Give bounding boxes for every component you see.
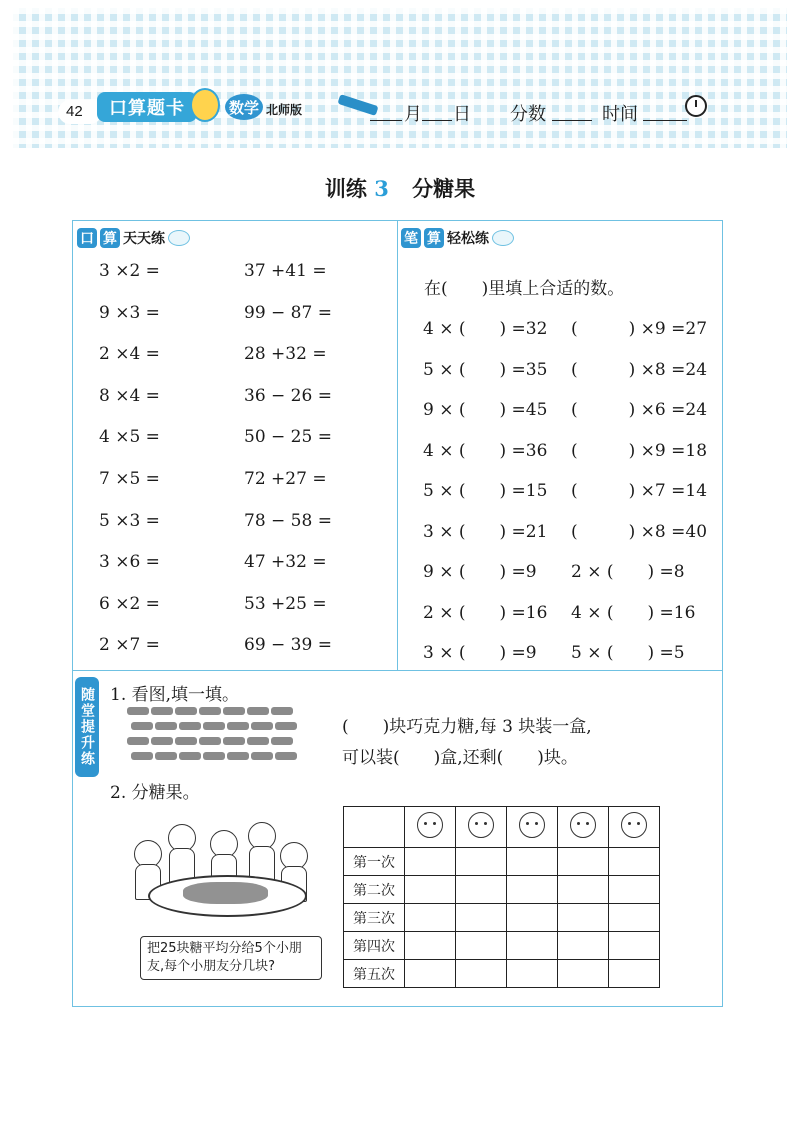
month-blank <box>370 120 402 121</box>
answer-cell[interactable] <box>456 848 507 876</box>
answer-cell[interactable] <box>507 960 558 988</box>
answer-cell[interactable] <box>405 876 456 904</box>
equation-row: 2 ×7 = <box>99 635 160 656</box>
candy-icon <box>151 737 173 745</box>
book-icon <box>492 230 514 246</box>
question-1-line-1: ( )块巧克力糖,每 3 块装一盒, <box>342 717 592 737</box>
book-logo: 口算题卡 <box>97 92 197 122</box>
candy-icon <box>155 722 177 730</box>
question-2-title: 2. 分糖果。 <box>110 783 200 803</box>
candy-icon <box>179 752 201 760</box>
title-prefix: 训练 <box>324 176 367 201</box>
candy-icon <box>251 722 273 730</box>
candy-icon <box>131 752 153 760</box>
written-calc-tag <box>401 227 514 249</box>
equation-row: 9 ×3 = <box>99 302 160 323</box>
header-band <box>13 8 787 148</box>
answer-cell[interactable] <box>456 904 507 932</box>
row-label: 第一次 <box>344 848 405 876</box>
equation-row: 2 ×4 = <box>99 344 160 365</box>
equation-row: 9 × ( ) =9 <box>423 562 537 582</box>
answer-cell[interactable] <box>507 848 558 876</box>
time-blank <box>643 120 687 121</box>
subject-badge: 数学 <box>225 94 263 120</box>
equation-row: 78 − 58 = <box>244 510 332 531</box>
answer-cell[interactable] <box>456 960 507 988</box>
candy-icon <box>127 707 149 715</box>
chocolate-candy-image <box>127 704 297 766</box>
equation-row: 6 ×2 = <box>99 593 160 614</box>
answer-cell[interactable] <box>558 848 609 876</box>
equation-row: 4 × ( ) =16 <box>571 602 696 623</box>
answer-cell[interactable] <box>609 876 660 904</box>
candy-icon <box>175 707 197 715</box>
candy-icon <box>247 737 269 745</box>
candy-icon <box>271 707 293 715</box>
equation-row: 69 − 39 = <box>244 635 332 656</box>
equation-row: 99 − 87 = <box>244 302 332 323</box>
equation-row: 5 ×3 = <box>99 510 160 531</box>
oral-calc-tag <box>77 227 190 249</box>
fill-instruction: 在( )里填上合适的数。 <box>424 279 625 299</box>
answer-cell[interactable] <box>507 876 558 904</box>
child-face-icon <box>621 812 647 838</box>
equation-row: 4 ×5 = <box>99 427 160 448</box>
equation-row: 72 +27 = <box>244 469 327 489</box>
equation-row: 37 +41 = <box>244 261 327 281</box>
mascot-icon <box>190 88 220 122</box>
child-face-icon <box>417 812 443 838</box>
equation-row: ( ) ×7 =14 <box>571 481 708 501</box>
candy-icon <box>155 752 177 760</box>
answer-cell[interactable] <box>405 932 456 960</box>
candy-icon <box>223 737 245 745</box>
equation-row: 4 × ( ) =36 <box>423 440 548 461</box>
child-face-cell <box>405 807 456 848</box>
candy-icon <box>275 722 297 730</box>
row-label: 第五次 <box>344 960 405 988</box>
equation-row: 4 × ( ) =32 <box>423 319 548 339</box>
panel-divider <box>397 220 398 671</box>
table-header-row <box>344 807 660 848</box>
equation-row: 5 × ( ) =35 <box>423 359 548 380</box>
answer-cell[interactable] <box>405 904 456 932</box>
equation-row: 50 − 25 = <box>244 427 332 448</box>
candy-icon <box>275 752 297 760</box>
child-face-cell <box>507 807 558 848</box>
equation-row: 36 − 26 = <box>244 385 332 406</box>
answer-cell[interactable] <box>558 876 609 904</box>
table-corner-cell <box>344 807 405 848</box>
day-label: 日 <box>453 104 471 125</box>
candy-icon <box>251 752 273 760</box>
equation-row: ( ) ×8 =40 <box>571 521 708 542</box>
row-label: 第四次 <box>344 932 405 960</box>
child-face-icon <box>468 812 494 838</box>
book-icon <box>168 230 190 246</box>
score-blank <box>552 120 592 121</box>
equation-row: ( ) ×9 =18 <box>571 440 708 461</box>
answer-cell[interactable] <box>507 932 558 960</box>
question-1-title: 1. 看图,填一填。 <box>110 685 240 705</box>
candy-icon <box>175 737 197 745</box>
candy-icon <box>247 707 269 715</box>
answer-cell[interactable] <box>558 904 609 932</box>
candy-icon <box>271 737 293 745</box>
equation-row: 5 × ( ) =15 <box>423 481 548 501</box>
candy-pile-shape <box>183 882 268 904</box>
month-label: 月 <box>404 104 422 125</box>
page-number: 42 <box>66 103 83 120</box>
equation-row: 3 ×2 = <box>99 261 160 281</box>
equation-row: 28 +32 = <box>244 344 327 365</box>
answer-cell[interactable] <box>405 848 456 876</box>
answer-cell[interactable] <box>609 848 660 876</box>
equation-row: 47 +32 = <box>244 552 327 573</box>
child-face-cell <box>609 807 660 848</box>
score-label: 分数 <box>510 104 546 125</box>
answer-cell[interactable] <box>609 932 660 960</box>
question-1-line-2: 可以装( )盒,还剩( )块。 <box>342 748 578 768</box>
tag-box: 算 <box>424 228 444 248</box>
candy-icon <box>127 737 149 745</box>
equation-row: 9 × ( ) =45 <box>423 400 548 420</box>
equation-row: ( ) ×9 =27 <box>571 319 708 339</box>
candy-icon <box>199 707 221 715</box>
practice-side-tag: 随堂提升练 <box>75 677 99 777</box>
child-face-cell <box>558 807 609 848</box>
equation-row: 8 ×4 = <box>99 385 160 406</box>
equation-row: ( ) ×8 =24 <box>571 359 708 380</box>
child-face-icon <box>570 812 596 838</box>
equation-row: 3 × ( ) =21 <box>423 521 548 542</box>
equation-row: 5 × ( ) =5 <box>571 643 685 663</box>
candy-icon <box>179 722 201 730</box>
equation-row: 3 × ( ) =9 <box>423 643 537 663</box>
page-title <box>0 173 800 203</box>
answer-cell[interactable] <box>609 904 660 932</box>
child-face-cell <box>456 807 507 848</box>
candy-icon <box>223 707 245 715</box>
equation-row: 2 × ( ) =8 <box>571 562 685 582</box>
candy-icon <box>203 722 225 730</box>
day-blank <box>422 120 452 121</box>
candy-icon <box>131 722 153 730</box>
answer-cell[interactable] <box>456 876 507 904</box>
equation-row: 7 ×5 = <box>99 469 160 489</box>
distribution-table <box>343 806 660 988</box>
tag-text: 天天练 <box>123 231 165 247</box>
equation-row: 3 ×6 = <box>99 552 160 573</box>
table-row <box>344 960 660 988</box>
answer-cell[interactable] <box>456 932 507 960</box>
answer-cell[interactable] <box>507 904 558 932</box>
speech-bubble: 把25块糖平均分给5个小朋友,每个小朋友分几块? <box>140 936 322 980</box>
equation-row: ( ) ×6 =24 <box>571 400 708 420</box>
row-label: 第三次 <box>344 904 405 932</box>
children-around-table-image <box>128 820 318 930</box>
time-label: 时间 <box>602 104 638 125</box>
equation-row: 53 +25 = <box>244 593 327 614</box>
title-name: 分糖果 <box>412 176 476 201</box>
table-row <box>344 932 660 960</box>
answer-cell[interactable] <box>558 932 609 960</box>
table-row <box>344 848 660 876</box>
answer-cell[interactable] <box>558 960 609 988</box>
tag-box: 口 <box>77 228 97 248</box>
answer-cell[interactable] <box>405 960 456 988</box>
candy-icon <box>203 752 225 760</box>
candy-icon <box>151 707 173 715</box>
table-row <box>344 876 660 904</box>
equation-row: 2 × ( ) =16 <box>423 602 548 623</box>
row-label: 第二次 <box>344 876 405 904</box>
tag-text: 轻松练 <box>447 231 489 247</box>
title-number: 3 <box>374 176 389 201</box>
child-face-icon <box>519 812 545 838</box>
answer-cell[interactable] <box>609 960 660 988</box>
edition-label: 北师版 <box>266 103 303 117</box>
tag-box: 笔 <box>401 228 421 248</box>
candy-icon <box>227 752 249 760</box>
tag-box: 算 <box>100 228 120 248</box>
clock-icon <box>685 95 707 117</box>
candy-icon <box>227 722 249 730</box>
candy-icon <box>199 737 221 745</box>
table-row <box>344 904 660 932</box>
